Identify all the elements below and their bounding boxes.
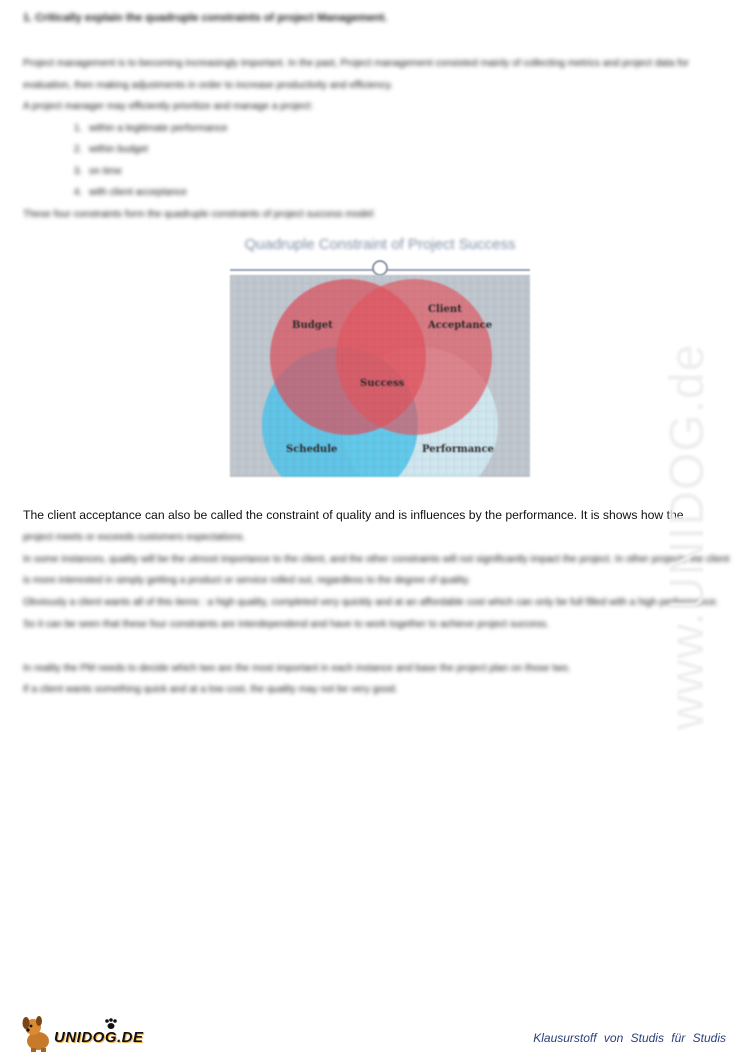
model-intro: These four constraints form the quadruple constraints of project success model:	[23, 208, 376, 220]
body-paragraph: So it can be seen that these four constraints are interdependend and have to work together to achieve project success.	[23, 618, 549, 630]
performance-label: Performance	[422, 444, 494, 455]
budget-label: Budget	[292, 320, 333, 331]
logo-wordmark: UNIDOG.DE	[54, 1029, 144, 1046]
list-item: 2. within budget	[85, 139, 723, 161]
body-paragraph: The client acceptance can also be called the constraint of quality and is influences by the performance. It is shows how the	[23, 508, 684, 522]
schedule-label: Schedule	[286, 444, 338, 455]
intro-section	[23, 53, 723, 225]
footer-logo[interactable]	[22, 1013, 152, 1053]
footer-tagline: Klausurstoff von Studis für Studis	[533, 1031, 726, 1045]
constraints-list	[23, 118, 723, 204]
body-paragraph: Obviously a client wants all of this items : a high quality, completed very quickly and at an affordable cost which can only be full filled with a high performance.	[23, 597, 719, 609]
success-label: Success	[360, 378, 405, 389]
body-paragraph: If a client wants something quick and at a low cost, the quality may not be very good.	[23, 684, 398, 696]
intro-paragraph: Project management is to becoming increasingly important. In the past, Project management consisted mainly of collecting metrics and project data for evaluation, then making adjustments in order to increase productivity and efficiency.	[23, 58, 689, 91]
venn-figure	[230, 233, 530, 477]
list-item: 3. on time	[85, 161, 723, 183]
intro-line: A project manager may efficiently prioritize and manage a project:	[23, 101, 313, 112]
list-item: 4. with client acceptance	[85, 182, 723, 204]
client-label-line2: Acceptance	[428, 320, 493, 331]
list-item: 1. within a legitimate performance	[85, 118, 723, 140]
client-label-line1: Client	[428, 304, 462, 315]
paw-icon	[104, 1018, 118, 1030]
divider-circle-icon	[372, 260, 388, 276]
page-heading: 1. Critically explain the quadruple constraints of project Management.	[23, 12, 388, 24]
body-paragraph: In some instances, quality will be the utmost importance to the client, and the other constraints will not significantly impact the project. In other projects the client is more interested in simply getting a product or service rolled out, regardless to the degree of quality.	[23, 553, 730, 587]
body-paragraph: project meets or exceeds customers expectations.	[23, 531, 246, 543]
watermark-text: www.UNIDOG.de	[661, 343, 714, 730]
venn-diagram	[230, 275, 530, 477]
watermark	[650, 275, 730, 735]
body-section	[23, 505, 738, 701]
body-paragraph: In reality the PM needs to decide which two are the most important in each instance and base the project plan on those two.	[23, 662, 571, 674]
figure-title: Quadruple Constraint of Project Success	[244, 236, 516, 253]
dog-logo-icon	[22, 1013, 56, 1053]
